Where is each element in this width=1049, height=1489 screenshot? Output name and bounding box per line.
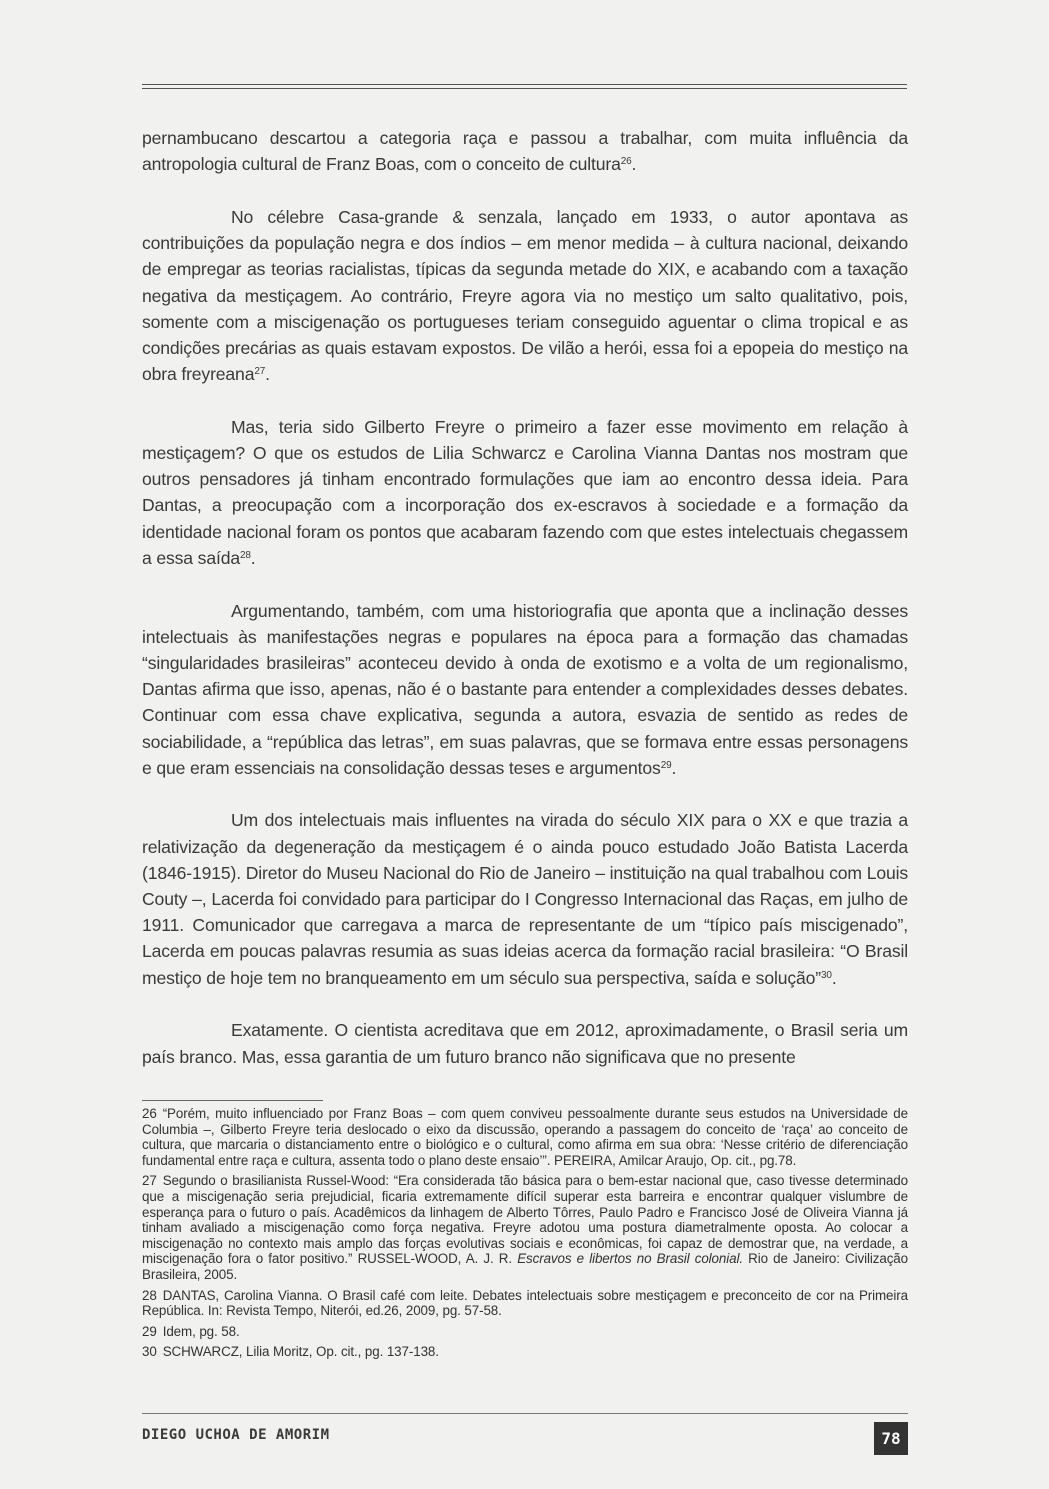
footnote-27: 27 Segundo o brasilianista Russel-Wood: “Era considerada tão básica para o bem-estar nacional que, caso tivesse determinado que a miscigenação seria prejudicial, ficaria extremamente difícil superar esta barreira e encontrar qualquer vislumbre de esperança para o futuro o país. Acadêmicos da linhagem de Alberto Tôrres, Paulo Padro e Francisco José de Oliveira Vianna já tinham avaliado a miscigenação como força negativa. Freyre adotou uma postura diametralmente oposta. Ao colocar a miscigenação no contexto mais amplo das forças evolutivas sociais e econômicas, foi capaz de demostrar que, na verdade, a miscigenação fora o fator positivo.” RUSSEL-WOOD, A. J. R. Escravos e libertos no Brasil colonial. Rio de Janeiro: Civilização Brasileira, 2005. [142, 1173, 908, 1282]
body-text [142, 125, 908, 1070]
footnote-ref-29[interactable]: 29 [660, 759, 672, 771]
footnote-30: 30 SCHWARCZ, Lilia Moritz, Op. cit., pg. 137-138. [142, 1344, 439, 1360]
footnote-29: 29 Idem, pg. 58. [142, 1323, 240, 1339]
footnote-26: 26 “Porém, muito influenciado por Franz Boas – com quem conviveu pessoalmente durante seus estudos na Universidade de Columbia –, Gilberto Freyre teria deslocado o eixo da discussão, operando a passagem do conceito de ‘raça’ ao conceito de cultura, que marcaria o distanciamento entre o biológico e o cultural, como afirma em sua obra: ‘Nesse critério de diferenciação fundamental entre raça e cultura, assenta todo o plano deste ensaio’”. PEREIRA, Amilcar Araujo, Op. cit., pg.78. [142, 1106, 908, 1168]
footnote-ref-26[interactable]: 26 [620, 156, 632, 168]
paragraph-5: Um dos intelectuais mais influentes na virada do século XIX para o XX e que trazia a relativização da degeneração da mestiçagem é o ainda pouco estudado João Batista Lacerda (1846-1915). Diretor do Museu Nacional do Rio de Janeiro – instituição na qual trabalhou com Louis Couty –, Lacerda foi convidado para participar do I Congresso Internacional das Raças, em julho de 1911. Comunicador que carregava a marca de representante de um “típico país miscigenado”, Lacerda em poucas palavras resumia as suas ideias acerca da formação racial brasileira: “O Brasil mestiço de hoje tem no branqueamento em um século sua perspectiva, saída e solução”$^{30}$. [142, 810, 908, 988]
footnote-separator [142, 1100, 323, 1101]
footnote-ref-28[interactable]: 28 [239, 549, 251, 561]
paragraph-2: No célebre Casa-grande & senzala, lançado em 1933, o autor apontava as contribuições da população negra e dos índios – em menor medida – à cultura nacional, deixando de empregar as teorias racialistas, típicas da segunda metade do XIX, e acabando com a taxação negativa da mestiçagem. Ao contrário, Freyre agora via no mestiço um salto qualitativo, pois, somente com a miscigenação os portugueses teriam conseguido aguentar o clima tropical e as condições precárias as quais estavam expostos. De vilão a herói, essa foi a epopeia do mestiço na obra freyreana$^{27}$. [142, 206, 908, 385]
header-double-rule [142, 84, 907, 89]
footer-rule [142, 1413, 908, 1414]
footnote-28: 28 DANTAS, Carolina Vianna. O Brasil café com leite. Debates intelectuais sobre mestiçagem e preconceito de cor na Primeira República. In: Revista Tempo, Niterói, ed.26, 2009, pg. 57-58. [142, 1287, 908, 1319]
paragraph-6: Exatamente. O cientista acreditava que em 2012, aproximadamente, o Brasil seria um país branco. Mas, essa garantia de um futuro branco não significava que no presente [142, 1020, 908, 1067]
paragraph-1: pernambucano descartou a categoria raça e passou a trabalhar, com muita influência da antropologia cultural de Franz Boas, com o conceito de cultura$^{26}$. [142, 128, 908, 175]
paragraph-4: Argumentando, também, com uma historiografia que aponta que a inclinação desses intelectuais às manifestações negras e populares na época para a formação das chamadas “singularidades brasileiras” aconteceu devido à onda de exotismo e a volta de um regionalismo, Dantas afirma que isso, apenas, não é o bastante para entender a complexidades desses debates. Continuar com essa chave explicativa, segunda a autora, esvazia de sentido as redes de sociabilidade, a “república das letras”, em suas palavras, que se formava entre essas personagens e que eram essenciais na consolidação dessas teses e argumentos$^{29}$. [142, 600, 908, 778]
footnotes [142, 1106, 908, 1365]
paragraph-3: Mas, teria sido Gilberto Freyre o primeiro a fazer esse movimento em relação à mestiçagem? O que os estudos de Lilia Schwarcz e Carolina Vianna Dantas nos mostram que outros pensadores já tinham encontrado formulações que iam ao encontro dessa ideia. Para Dantas, a preocupação com a incorporação dos ex-escravos à sociedade e a formação da identidade nacional foram os pontos que acabaram fazendo com que estes intelectuais chegassem a essa saída$^{28}$. [142, 416, 908, 568]
footnote-ref-30[interactable]: 30 [820, 969, 832, 981]
footer-author: DIEGO UCHOA DE AMORIM [142, 1427, 330, 1443]
page-number: 78 [874, 1422, 908, 1455]
footnote-ref-27[interactable]: 27 [254, 366, 266, 378]
